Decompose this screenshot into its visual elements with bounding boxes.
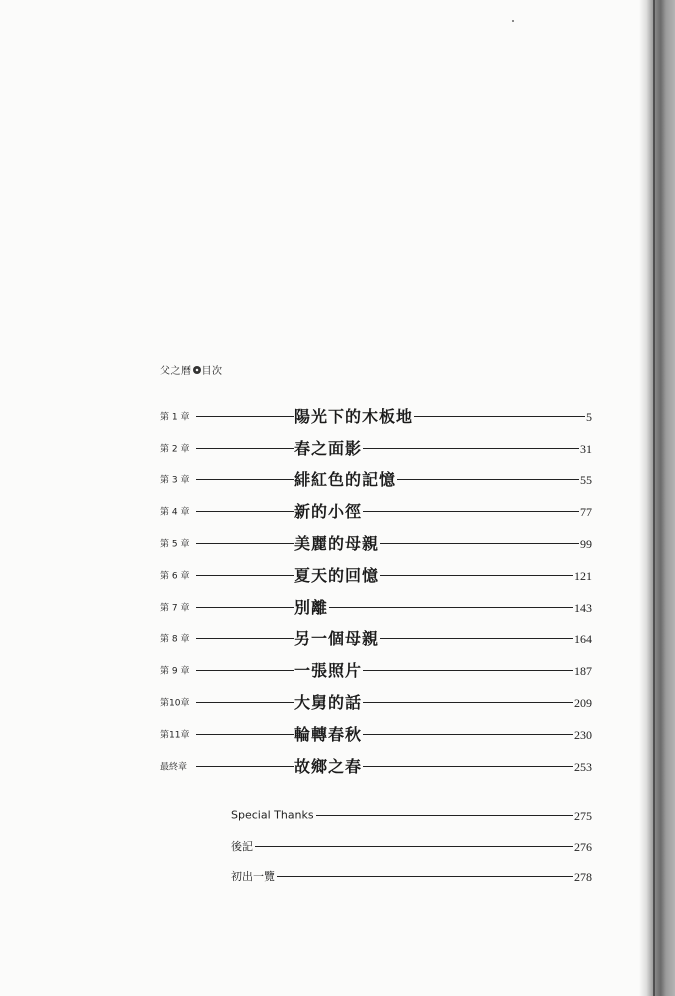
bullet-ornament-icon — [193, 366, 201, 374]
leader-line — [414, 416, 585, 417]
toc-extra-entry — [231, 861, 592, 892]
leader-line — [196, 416, 294, 417]
chapter-title: 新的小徑 — [294, 499, 362, 522]
toc-extra-entry — [231, 800, 592, 831]
chapter-title: 夏天的回憶 — [294, 563, 379, 586]
leader-line — [363, 702, 573, 703]
chapter-number: 最終章 — [160, 762, 188, 773]
page-number: 31 — [580, 441, 592, 456]
leader-line — [277, 876, 573, 877]
chapter-title: 陽光下的木板地 — [294, 404, 413, 427]
chapter-title: 一張照片 — [294, 658, 362, 681]
page-number: 209 — [574, 696, 592, 711]
book-title: 父之曆 — [160, 366, 192, 377]
extra-title: 初出一覽 — [231, 870, 275, 884]
toc-entry — [160, 432, 592, 464]
chapter-title: 大舅的話 — [294, 690, 362, 713]
leader-line — [255, 846, 573, 847]
leader-line — [196, 575, 294, 576]
chapter-title: 另一個母親 — [294, 627, 379, 650]
leader-line — [196, 734, 294, 735]
leader-line — [196, 543, 294, 544]
binding-edge-shadow — [639, 0, 675, 996]
toc-header — [160, 362, 223, 377]
page-number: 275 — [574, 809, 592, 824]
leader-line — [196, 670, 294, 671]
chapter-list — [160, 400, 592, 782]
chapter-number: 第11章 — [160, 730, 190, 741]
toc-extra-entry — [231, 831, 592, 862]
toc-entry — [160, 495, 592, 527]
chapter-number: 第 2 章 — [160, 444, 190, 455]
leader-line — [196, 702, 294, 703]
chapter-number: 第 1 章 — [160, 412, 190, 423]
leader-line — [316, 815, 573, 816]
toc-entry — [160, 718, 592, 750]
binding-edge-line — [653, 0, 655, 996]
chapter-number: 第 8 章 — [160, 634, 190, 645]
chapter-title: 別離 — [294, 595, 328, 618]
chapter-number: 第 5 章 — [160, 539, 190, 550]
section-title: 目次 — [201, 366, 223, 377]
toc-entry — [160, 623, 592, 655]
leader-line — [363, 670, 573, 671]
chapter-title: 春之面影 — [294, 436, 362, 459]
leader-line — [380, 575, 573, 576]
chapter-number: 第 3 章 — [160, 475, 190, 486]
chapter-number: 第 6 章 — [160, 571, 190, 582]
chapter-title: 故鄉之春 — [294, 754, 362, 777]
extra-list — [231, 800, 592, 892]
extra-title: Special Thanks — [231, 808, 314, 822]
leader-line — [380, 543, 579, 544]
leader-line — [363, 511, 579, 512]
leader-line — [363, 766, 573, 767]
leader-line — [397, 479, 579, 480]
chapter-number: 第 7 章 — [160, 603, 190, 614]
leader-line — [196, 479, 294, 480]
page-number: 276 — [574, 839, 592, 854]
toc-entry — [160, 527, 592, 559]
toc-entry — [160, 686, 592, 718]
page-number: 77 — [580, 505, 592, 520]
chapter-number: 第 4 章 — [160, 507, 190, 518]
page-number: 164 — [574, 632, 592, 647]
toc-entry — [160, 750, 592, 782]
leader-line — [196, 511, 294, 512]
toc-entry — [160, 464, 592, 496]
page-number: 55 — [580, 473, 592, 488]
scan-speck — [512, 20, 514, 22]
toc-entry — [160, 591, 592, 623]
extra-title: 後記 — [231, 839, 253, 853]
page-number: 278 — [574, 870, 592, 885]
leader-line — [196, 766, 294, 767]
chapter-number: 第 9 章 — [160, 666, 190, 677]
chapter-number: 第10章 — [160, 698, 190, 709]
page-number: 143 — [574, 600, 592, 615]
chapter-title: 美麗的母親 — [294, 531, 379, 554]
leader-line — [196, 638, 294, 639]
page-number: 230 — [574, 727, 592, 742]
leader-line — [196, 448, 294, 449]
page-number: 187 — [574, 664, 592, 679]
page-number: 99 — [580, 537, 592, 552]
toc-entry — [160, 559, 592, 591]
leader-line — [196, 607, 294, 608]
leader-line — [329, 607, 573, 608]
leader-line — [363, 734, 573, 735]
toc-entry — [160, 654, 592, 686]
leader-line — [380, 638, 573, 639]
page-number: 253 — [574, 759, 592, 774]
page-number: 5 — [586, 409, 592, 424]
chapter-title: 輪轉春秋 — [294, 722, 362, 745]
chapter-title: 緋紅色的記憶 — [294, 468, 396, 491]
leader-line — [363, 448, 579, 449]
toc-entry — [160, 400, 592, 432]
page-number: 121 — [574, 568, 592, 583]
